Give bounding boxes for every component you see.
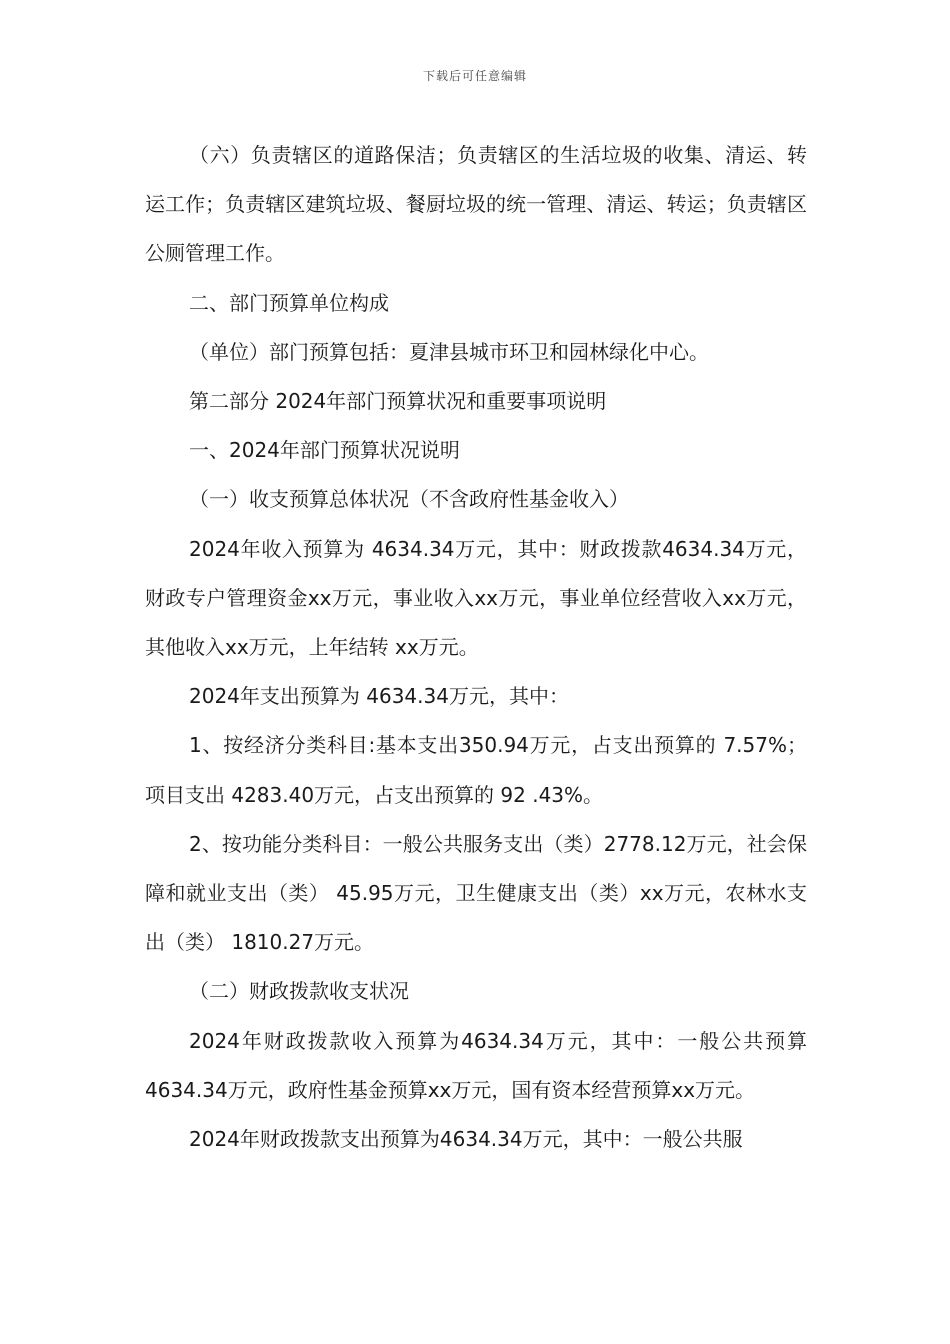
paragraph-expense-budget: 2024年支出预算为 4634.34万元，其中： [189,684,569,709]
paragraph-fiscal-income: 2024年财政拨款收入预算为4634.34万元，其中：一般公共预算4634.34万元，政府性基金预算xx万元，国有资本经营预算xx万元。 [145,1028,807,1102]
heading-income-expense-overall: （一）收支预算总体状况（不含政府性基金收入） [189,487,629,512]
heading-part-two: 第二部分 2024年部门预算状况和重要事项说明 [189,389,607,414]
heading-budget-overview: 一、2024年部门预算状况说明 [189,438,460,463]
header-note: 下载后可任意编辑 [422,69,527,83]
document-body [145,131,807,1164]
paragraph-functional-classification: 2、按功能分类科目：一般公共服务支出（类）2778.12万元，社会保障和就业支出（类） 45.95万元，卫生健康支出（类）xx万元，农林水支出（类） 1810.27万元。 [145,831,807,955]
paragraph-economic-classification: 1、按经济分类科目:基本支出350.94万元，占支出预算的 7.57%；项目支出 4283.40万元，占支出预算的 92 .43%。 [145,733,807,807]
paragraph-fiscal-expense: 2024年财政拨款支出预算为4634.34万元，其中：一般公共服 [189,1127,743,1152]
heading-unit-composition: 二、部门预算单位构成 [189,290,389,315]
paragraph-unit-includes: （单位）部门预算包括：夏津县城市环卫和园林绿化中心。 [189,339,709,364]
paragraph-duty-six: （六）负责辖区的道路保洁；负责辖区的生活垃圾的收集、清运、转运工作；负责辖区建筑垃圾、餐厨垃圾的统一管理、清运、转运；负责辖区公厕管理工作。 [145,143,807,266]
heading-fiscal-appropriation: （二）财政拨款收支状况 [189,979,409,1004]
paragraph-income-budget: 2024年收入预算为 4634.34万元，其中：财政拨款4634.34万元，财政专户管理资金xx万元，事业收入xx万元，事业单位经营收入xx万元，其他收入xx万元，上年结转 xx万元。 [145,536,807,660]
